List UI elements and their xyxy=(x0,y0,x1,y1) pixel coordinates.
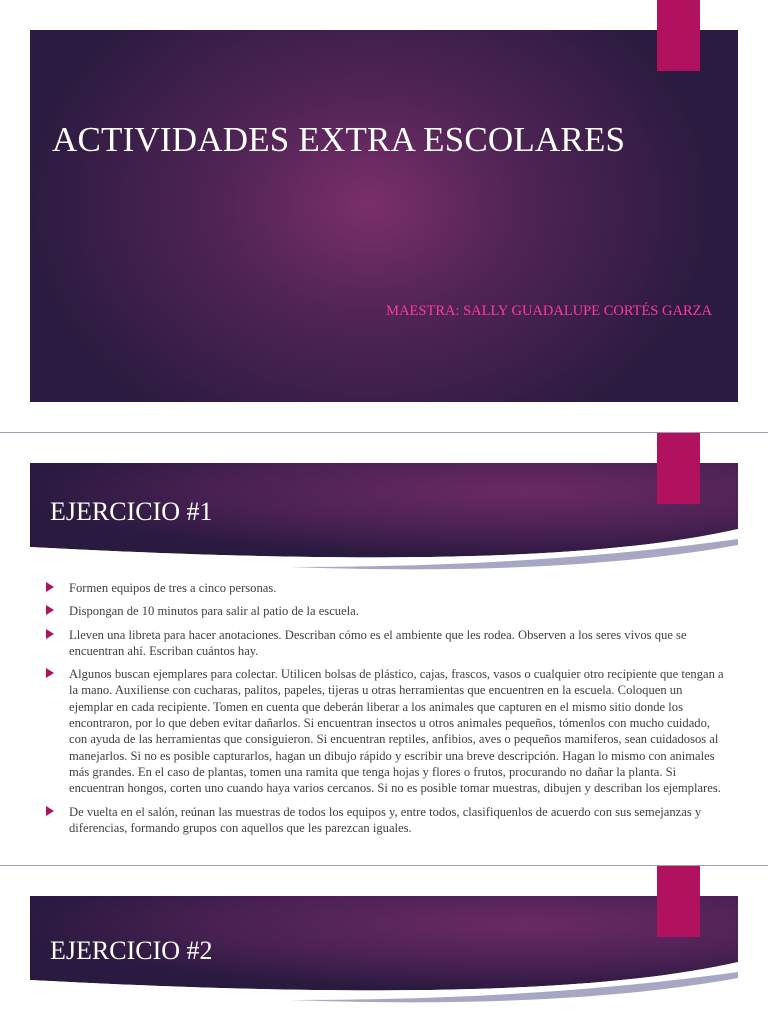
bullet-arrow-icon xyxy=(46,605,54,615)
bullet-text: Dispongan de 10 minutos para salir al patio de la escuela. xyxy=(69,604,359,619)
bullet-arrow-icon xyxy=(46,629,54,639)
presentation-subtitle: MAESTRA: SALLY GUADALUPE CORTÉS GARZA xyxy=(386,303,712,319)
bullet-text: Algunos buscan ejemplares para colectar. Utilicen bolsas de plástico, cajas, frascos, vasos o cualquier otro recipiente que tengan a la mano. Auxiliense con cucharas, palitos, papeles, tijeras u otras herramientas que encuentren en la escuela. Coloquen un ejemplar en cada recipiente. Tomen en cuenta que deberán liberar a los animales que capturen en el mismo sitio donde los encontraron, por lo que deben evitar dañarlos. Si encuentran insectos u otros animales pequeños, tómenlos con mucho cuidado, con ayuda de las herramientas que consiguieron. Si encuentran reptiles, anfibios, aves o pequeños mamiferos, sean cuidadosos al manejarlos. Si no es posible capturarlos, hagan un dibujo rápido y escribir una breve descripción. Hagan lo mismo con animales más grandes. En el caso de plantas, tomen una ramita que tenga hojas y flores o frutos, procurando no dañar la planta. Si encuentran hongos, corten uno cuando haya varios cercanos. Si no es posible tomar muestras, dibujen y describan los ejemplares. xyxy=(69,667,724,796)
list-item xyxy=(45,580,725,596)
slide-ejercicio-2 xyxy=(0,866,768,1024)
accent-tab xyxy=(657,433,700,504)
bullet-text: De vuelta en el salón, reúnan las muestras de todos los equipos y, entre todos, clasifiquenlos de acuerdo con sus semejanzas y diferencias, formando grupos con aquellos que les parezcan iguales. xyxy=(69,804,702,835)
bullet-arrow-icon xyxy=(46,582,54,592)
list-item xyxy=(45,804,725,837)
bullet-arrow-icon xyxy=(46,806,54,816)
section-title: EJERCICIO #1 xyxy=(50,497,213,526)
list-item xyxy=(45,603,725,619)
accent-tab xyxy=(657,866,700,937)
title-banner xyxy=(30,30,738,402)
slide-ejercicio-1 xyxy=(0,433,768,865)
bullet-text: Lleven una libreta para hacer anotaciones. Describan cómo es el ambiente que les rodea. Observen a los seres vivos que se encuentran ahí. Escriban cuántos hay. xyxy=(69,627,687,658)
list-item xyxy=(45,666,725,796)
accent-tab xyxy=(657,0,700,71)
section-banner xyxy=(30,896,738,1016)
presentation-title: ACTIVIDADES EXTRA ESCOLARES xyxy=(52,120,626,159)
list-item xyxy=(45,627,725,660)
section-banner xyxy=(30,463,738,583)
section-title: EJERCICIO #2 xyxy=(50,936,213,965)
bullet-list xyxy=(45,580,725,843)
slide-title xyxy=(0,0,768,432)
bullet-text: Formen equipos de tres a cinco personas. xyxy=(69,581,277,595)
bullet-arrow-icon xyxy=(46,668,54,678)
